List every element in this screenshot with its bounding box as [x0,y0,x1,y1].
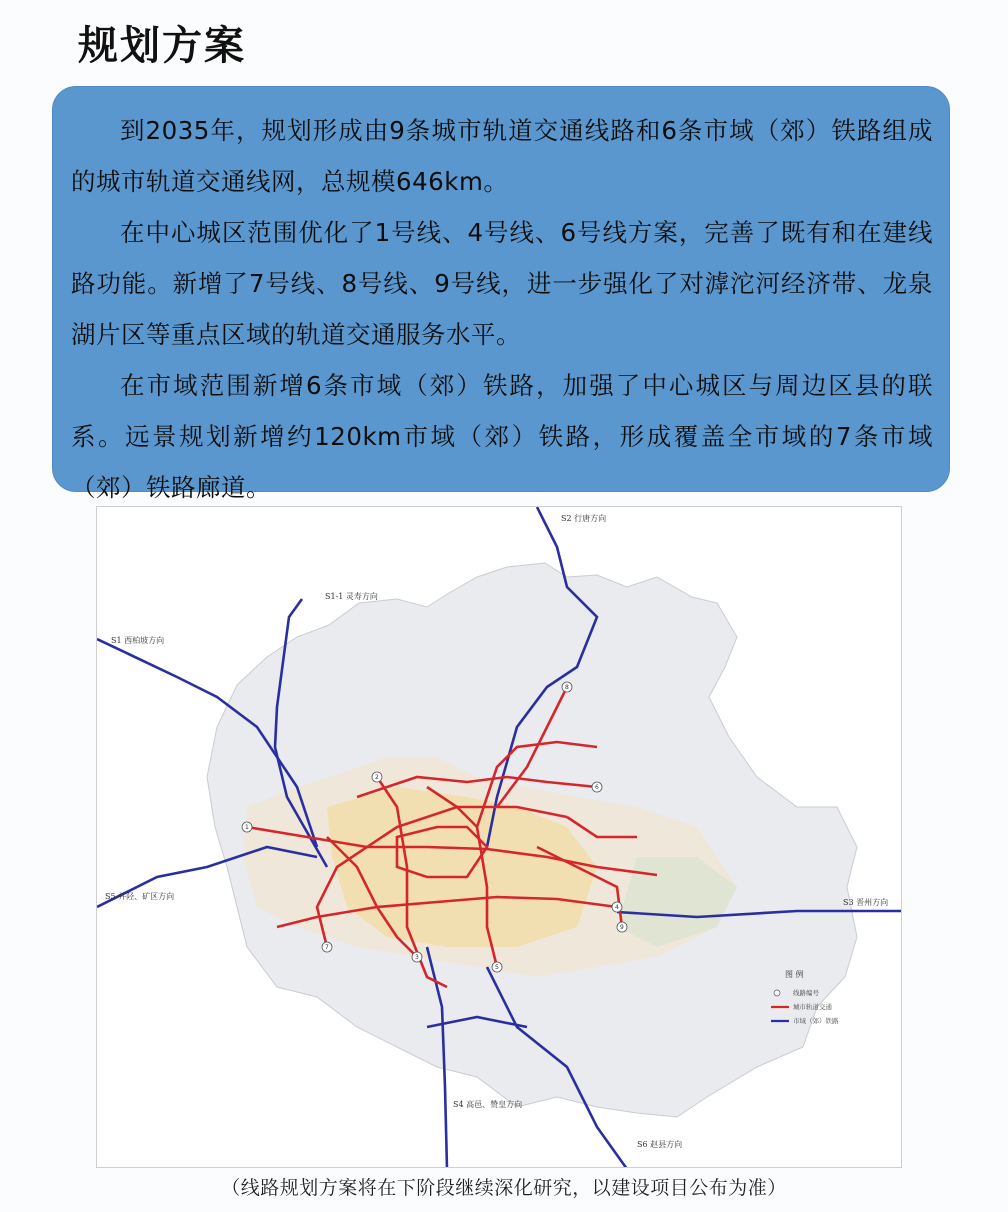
svg-text:7: 7 [325,944,329,951]
map-caption: （线路规划方案将在下阶段继续深化研究，以建设项目公布为准） [221,1177,787,1199]
label-s3-direction: S3 晋州方向 [843,898,889,907]
label-s1-1-direction: S1-1 灵寿方向 [325,592,378,601]
legend-item-line-number: 线路编号 [793,989,819,997]
rail-network-map [96,506,902,1168]
svg-text:9: 9 [620,924,624,931]
legend-title: 图 例 [785,970,804,979]
label-s5-direction: S5 井陉、矿区方向 [105,892,175,901]
label-south1-direction: S4 高邑、赞皇方向 [453,1100,523,1109]
legend-item-suburban-rail: 市域（郊）铁路 [793,1017,839,1025]
label-s1-direction: S1 西柏坡方向 [111,636,165,645]
map-svg [97,507,902,1168]
label-south2-direction: S6 赵县方向 [637,1140,683,1149]
svg-text:6: 6 [595,784,599,791]
page-title: 规划方案 [78,23,246,69]
summary-paragraph-3: 在市域范围新增6条市域（郊）铁路，加强了中心城区与周边区县的联系。远景规划新增约120km市域（郊）铁路，形成覆盖全市域的7条市域（郊）铁路廊道。 [71,371,933,502]
svg-text:2: 2 [375,774,379,781]
summary-paragraph-2: 在中心城区范围优化了1号线、4号线、6号线方案，完善了既有和在建线路功能。新增了7号线、8号线、9号线，进一步强化了对滹沱河经济带、龙泉湖片区等重点区域的轨道交通服务水平。 [71,218,933,349]
svg-text:4: 4 [615,904,619,911]
svg-text:1: 1 [245,824,249,831]
svg-text:3: 3 [415,954,419,961]
label-north-direction: S2 行唐方向 [561,514,607,523]
plan-summary-box [52,86,950,502]
svg-text:8: 8 [565,684,569,691]
legend-item-urban-rail: 城市轨道交通 [793,1003,832,1011]
summary-paragraph-1: 到2035年，规划形成由9条城市轨道交通线路和6条市域（郊）铁路组成的城市轨道交通线网，总规模646km。 [71,116,933,196]
svg-text:5: 5 [495,964,499,971]
